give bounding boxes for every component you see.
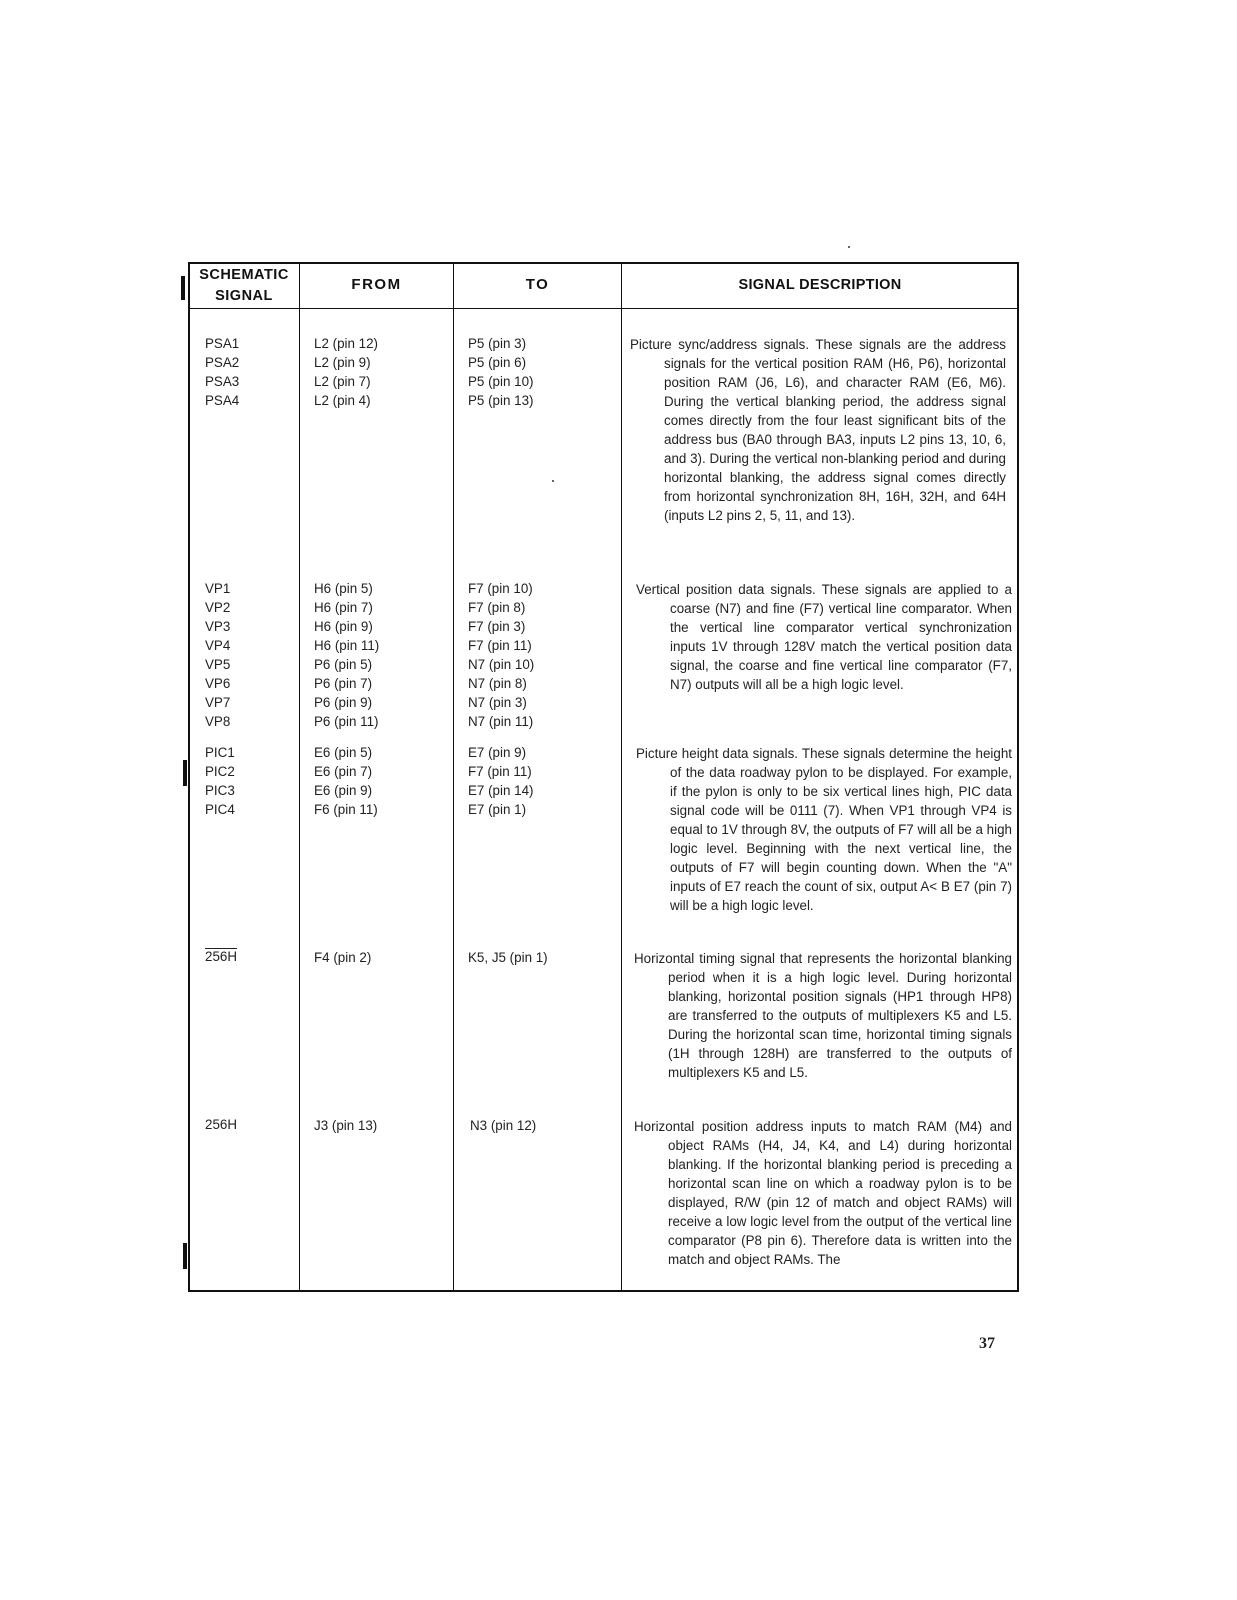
header-rule [188, 308, 1019, 309]
row-256h-description [634, 1117, 1012, 1269]
from-pin: H6 (pin 7) [314, 600, 373, 615]
to-pin: E7 (pin 14) [468, 783, 534, 798]
to-pin: N7 (pin 11) [468, 714, 534, 729]
to-pin: N7 (pin 8) [468, 676, 527, 691]
from-pin: H6 (pin 11) [314, 638, 380, 653]
to-pin: P5 (pin 10) [468, 374, 534, 389]
from-pin: P6 (pin 5) [314, 657, 373, 672]
row-pic-signals [205, 743, 235, 819]
row-256h-bar-description [634, 949, 1012, 1082]
to-pin: F7 (pin 11) [468, 764, 532, 779]
signal-name: VP7 [205, 695, 231, 710]
to-pin: N3 (pin 12) [470, 1118, 537, 1133]
signal-name: PSA3 [205, 374, 240, 389]
row-pic-from [314, 743, 378, 819]
description-text: Horizontal position address inputs to match RAM (M4) and object RAMs (H4, J4, K4, and L4) during horizontal blanking. If the horizontal blanking period is preceding a horizontal scan line on which a roadway pylon is to be displayed, R/W (pin 12 of match and object RAMs) will receive a low logic level from the output of the vertical line comparator (P8 pin 6). Therefore data is written into the match and object RAMs. The [634, 1119, 1012, 1267]
row-vp-to [468, 579, 534, 731]
to-pin: E7 (pin 9) [468, 745, 527, 760]
description-text: Horizontal timing signal that represents the horizontal blanking period when it is a high logic level. During horizontal blanking, horizontal position signals (HP1 through HP8) are transferred to the outputs of multiplexers K5 and L5. During the horizontal scan time, horizontal timing signals (1H through 128H) are transferred to the outputs of multiplexers K5 and L5. [634, 951, 1012, 1080]
from-pin: H6 (pin 9) [314, 619, 373, 634]
header-schematic-signal [189, 265, 299, 307]
from-pin: L2 (pin 7) [314, 374, 371, 389]
row-psa-to [468, 334, 534, 410]
to-pin: K5, J5 (pin 1) [468, 950, 548, 965]
from-pin: P6 (pin 7) [314, 676, 373, 691]
signal-name: 256H [205, 949, 238, 964]
row-vp-from [314, 579, 379, 731]
margin-mark [183, 760, 187, 786]
description-text: Picture sync/address signals. These signals are the address signals for the vertical position RAM (H6, P6), horizontal position RAM (J6, L6), and character RAM (E6, M6). During the vertical blanking period, the address signal comes directly from the four least significant bits of the address bus (BA0 through BA3, inputs L2 pins 13, 10, 6, and 3). During the vertical non-blanking period and during horizontal blanking, the address signal comes directly from horizontal synchronization 8H, 16H, 32H, and 64H (inputs L2 pins 2, 5, 11, and 13). [630, 337, 1006, 523]
column-divider-to [453, 262, 454, 1292]
header-signal-description: SIGNAL DESCRIPTION [738, 277, 902, 293]
signal-name: PIC1 [205, 745, 235, 760]
to-pin: P5 (pin 13) [468, 393, 534, 408]
to-pin: F7 (pin 8) [468, 600, 526, 615]
header-to: TO [525, 276, 550, 293]
signal-name: VP5 [205, 657, 231, 672]
row-pic-to [468, 743, 534, 819]
from-pin: P6 (pin 9) [314, 695, 373, 710]
row-256h-from [314, 1116, 377, 1135]
signal-name: VP3 [205, 619, 231, 634]
row-vp-signals [205, 579, 230, 731]
signal-name: VP4 [205, 638, 231, 653]
margin-mark [183, 1243, 187, 1269]
from-pin: P6 (pin 11) [314, 714, 379, 729]
margin-mark [181, 276, 185, 300]
from-pin: H6 (pin 5) [314, 581, 373, 596]
from-pin: F4 (pin 2) [314, 950, 372, 965]
to-pin: F7 (pin 10) [468, 581, 533, 596]
description-text: Picture height data signals. These signals determine the height of the data roadway pylon to be displayed. For example, if the pylon is only to be six vertical lines high, PIC data signal code will be 0111 (7). When VP1 through VP4 is equal to 1V through 8V, the outputs of F7 will all be a high logic level. Beginning with the next vertical line, the outputs of F7 will begin counting down. When the "A" inputs of E7 reach the count of six, output A< B E7 (pin 7) will be a high logic level. [636, 746, 1012, 913]
to-pin: F7 (pin 3) [468, 619, 526, 634]
row-psa-signals [205, 334, 239, 410]
to-pin: N7 (pin 3) [468, 695, 527, 710]
from-pin: F6 (pin 11) [314, 802, 378, 817]
from-pin: L2 (pin 4) [314, 393, 371, 408]
row-vp-description [636, 580, 1012, 694]
row-psa-from [314, 334, 378, 410]
to-pin: F7 (pin 11) [468, 638, 532, 653]
signal-name: VP8 [205, 714, 231, 729]
to-pin: E7 (pin 1) [468, 802, 527, 817]
to-pin: P5 (pin 3) [468, 336, 527, 351]
from-pin: J3 (pin 13) [314, 1118, 378, 1133]
from-pin: E6 (pin 9) [314, 783, 373, 798]
speck [848, 246, 850, 248]
from-pin: L2 (pin 12) [314, 336, 379, 351]
signal-name: PIC3 [205, 783, 235, 798]
row-256h-bar-to [468, 948, 548, 967]
row-256h-bar-signals [205, 947, 237, 966]
row-256h-to [470, 1116, 536, 1135]
column-divider-from [299, 262, 300, 1292]
signal-name: 256H [205, 1117, 238, 1132]
signal-name: PSA4 [205, 393, 240, 408]
signal-name: PSA2 [205, 355, 240, 370]
from-pin: E6 (pin 5) [314, 745, 373, 760]
header-schematic-line1: SCHEMATIC [199, 267, 289, 283]
from-pin: L2 (pin 9) [314, 355, 371, 370]
signal-name: VP1 [205, 581, 231, 596]
signal-name: VP6 [205, 676, 231, 691]
row-psa-description [630, 335, 1006, 525]
signal-name: PSA1 [205, 336, 240, 351]
header-schematic-line2: SIGNAL [215, 288, 273, 304]
description-text: Vertical position data signals. These signals are applied to a coarse (N7) and fine (F7) vertical line comparator. When the vertical line comparator vertical synchronization inputs 1V through 128V match the vertical position data signal, the coarse and fine vertical line comparator (F7, N7) outputs will all be a high logic level. [636, 582, 1012, 692]
row-256h-signals [205, 1115, 237, 1134]
row-pic-description [636, 744, 1012, 915]
signal-name: PIC2 [205, 764, 235, 779]
row-256h-bar-from [314, 948, 371, 967]
from-pin: E6 (pin 7) [314, 764, 373, 779]
header-from: FROM [351, 276, 402, 293]
signal-name: PIC4 [205, 802, 235, 817]
column-divider-description [621, 262, 622, 1292]
to-pin: N7 (pin 10) [468, 657, 535, 672]
to-pin: P5 (pin 6) [468, 355, 527, 370]
signal-name: VP2 [205, 600, 231, 615]
page-number: 37 [979, 1335, 995, 1352]
speck [552, 480, 554, 482]
